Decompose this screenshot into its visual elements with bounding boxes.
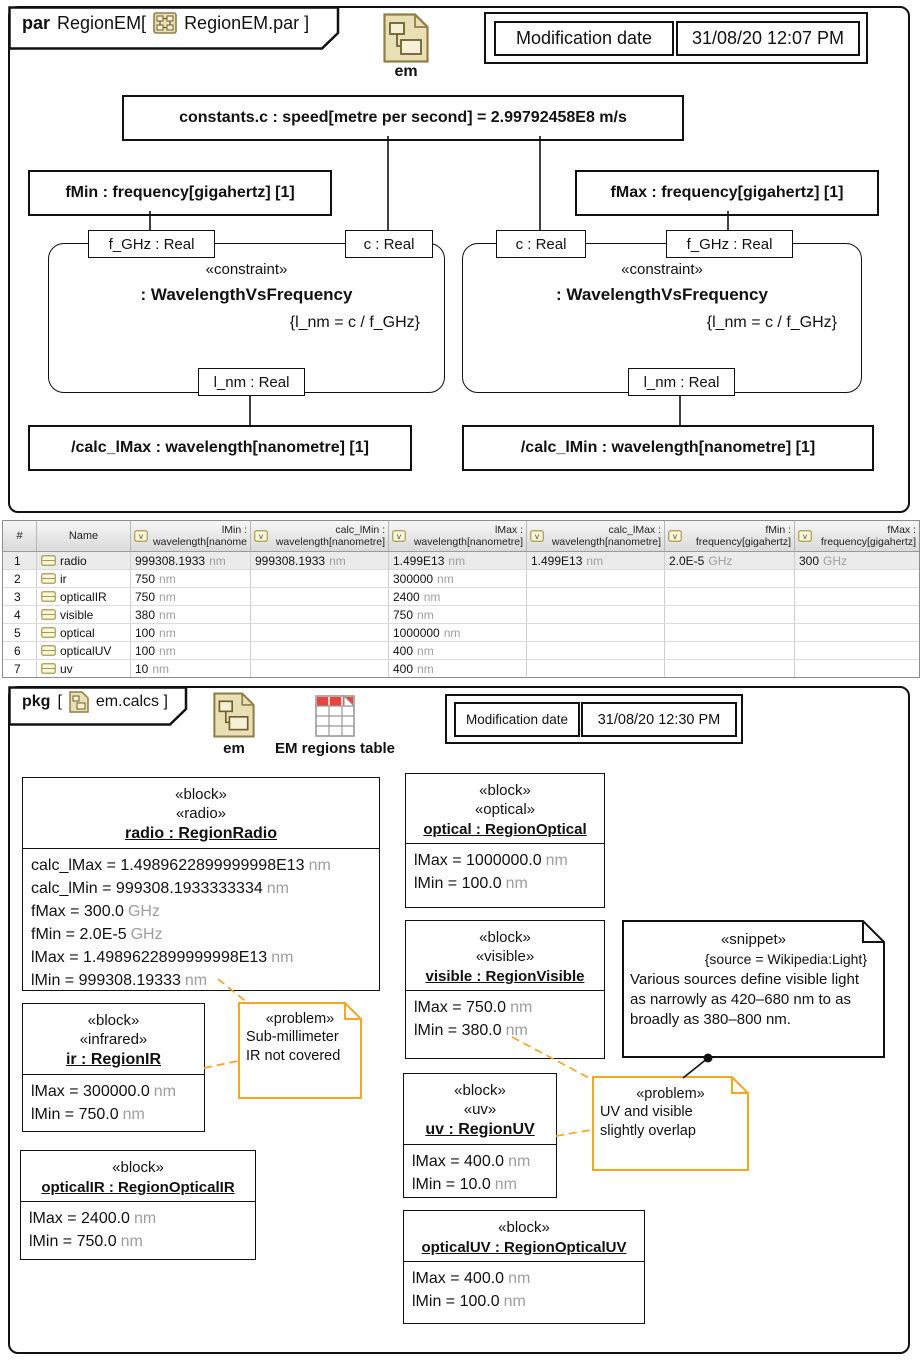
attribute: lMax = 1000000.0 nm: [414, 852, 568, 869]
row-number: 3: [3, 588, 37, 605]
problem-stereotype: «problem»: [265, 1011, 335, 1027]
snippet-source: {source = Wikipedia:Light}: [704, 951, 867, 967]
table-row[interactable]: [3, 641, 919, 659]
row-cell: 1.499E13 nm: [389, 552, 527, 569]
row-cell: [795, 588, 919, 605]
header-calc-lmin[interactable]: v calc_lMin : wavelength[nanometre]: [251, 521, 389, 551]
table-row[interactable]: [3, 623, 919, 641]
problem-text: Sub-millimeter IR not covered: [246, 1029, 341, 1064]
row-cell: [795, 570, 919, 587]
svg-text:v: v: [672, 531, 678, 541]
header-name[interactable]: Name: [37, 521, 131, 551]
row-cell: [665, 660, 795, 677]
block-name: radio : RegionRadio: [125, 825, 277, 842]
block-uv[interactable]: [403, 1073, 557, 1198]
frame-title-suffix: RegionEM.par ]: [184, 12, 310, 33]
row-cell: [795, 624, 919, 641]
attribute: lMin = 750.0 nm: [31, 1106, 145, 1123]
stereotype: «block»: [454, 1082, 506, 1099]
stereotype: «infrared»: [79, 1031, 148, 1048]
value-property-icon: [134, 530, 148, 542]
table-row[interactable]: [3, 587, 919, 605]
part-property-icon: [41, 555, 56, 566]
stereotype: «block»: [479, 782, 531, 799]
row-cell: 2.0E-5 GHz: [665, 552, 795, 569]
header-number[interactable]: #: [3, 521, 37, 551]
part-property-icon: [41, 627, 56, 638]
row-name: uv: [37, 660, 131, 677]
value-property-icon: [798, 530, 812, 542]
stereotype: «visible»: [475, 948, 535, 965]
fmin-parameter-box[interactable]: fMin : frequency[gigahertz] [1]: [28, 170, 332, 216]
table-row[interactable]: [3, 569, 919, 587]
attribute: lMax = 1.4989622899999998E13 nm: [31, 949, 294, 966]
header-fmax[interactable]: v fMax : frequency[gigahertz]: [795, 521, 919, 551]
em-icon-label: em: [394, 63, 418, 80]
attribute: lMin = 100.0 nm: [412, 1293, 526, 1310]
row-cell: 999308.1933 nm: [131, 552, 251, 569]
row-number: 5: [3, 624, 37, 641]
block-visible[interactable]: [405, 920, 605, 1059]
frame-title: [: [57, 693, 62, 710]
row-cell: [527, 588, 665, 605]
row-cell: [527, 570, 665, 587]
row-cell: 750 nm: [131, 588, 251, 605]
attribute: lMin = 100.0 nm: [414, 875, 528, 892]
svg-text:v: v: [534, 531, 540, 541]
frame-kind-label: pkg: [22, 693, 51, 710]
row-cell: [527, 660, 665, 677]
constraint-equation: {l_nm = c / f_GHz}: [289, 314, 420, 331]
part-property-icon: [41, 591, 56, 602]
par-frame-tab[interactable]: [8, 6, 340, 50]
row-number: 2: [3, 570, 37, 587]
package-file-icon: [69, 691, 89, 713]
calc-lmin-box[interactable]: /calc_lMin : wavelength[nanometre] [1]: [462, 425, 874, 471]
row-cell: 750 nm: [389, 606, 527, 623]
stereotype: «optical»: [474, 801, 536, 818]
row-cell: [251, 606, 389, 623]
attribute: lMin = 380.0 nm: [414, 1022, 528, 1039]
table-header-row: [3, 521, 919, 552]
constants-speed-box[interactable]: constants.c : speed[metre per second] = 2.99792458E8 m/s: [122, 95, 684, 141]
block-name: ir : RegionIR: [65, 1051, 162, 1068]
row-cell: [795, 606, 919, 623]
row-cell: [665, 588, 795, 605]
row-cell: [251, 588, 389, 605]
row-cell: 10 nm: [131, 660, 251, 677]
header-fmin[interactable]: v fMin : frequency[gigahertz]: [665, 521, 795, 551]
port-l-nm-left[interactable]: l_nm : Real: [198, 368, 305, 396]
snippet-stereotype: «snippet»: [720, 931, 787, 948]
attribute: lMax = 400.0 nm: [412, 1270, 531, 1287]
value-property-icon: [254, 530, 268, 542]
row-cell: [527, 606, 665, 623]
port-f-ghz-left[interactable]: f_GHz : Real: [88, 230, 215, 258]
value-property-icon: [668, 530, 682, 542]
problem-note-uv[interactable]: [592, 1076, 749, 1171]
row-cell: 2400 nm: [389, 588, 527, 605]
frame-kind-label: par: [22, 12, 51, 33]
row-cell: 100 nm: [131, 624, 251, 641]
row-number: 4: [3, 606, 37, 623]
problem-stereotype: «problem»: [636, 1086, 705, 1102]
fmax-parameter-box[interactable]: fMax : frequency[gigahertz] [1]: [575, 170, 879, 216]
attribute: lMin = 10.0 nm: [412, 1176, 517, 1193]
stereotype: «block»: [175, 786, 227, 803]
problem-note-ir[interactable]: [238, 1002, 362, 1099]
em-regions-table-icon[interactable]: [315, 693, 355, 737]
header-lmax[interactable]: v lMax : wavelength[nanometre]: [389, 521, 527, 551]
constraint-name: : WavelengthVsFrequency: [556, 285, 768, 304]
row-cell: 1000000 nm: [389, 624, 527, 641]
stereotype: «block»: [112, 1159, 164, 1176]
em-regions-table-body: [3, 552, 919, 677]
stereotype: «block»: [479, 929, 531, 946]
row-cell: [665, 642, 795, 659]
parametric-diagram-icon: [153, 12, 177, 34]
block-name: optical : RegionOptical: [423, 821, 587, 838]
problem-text: UV and visible slightly overlap: [600, 1104, 696, 1139]
constraint-stereotype: «constraint»: [205, 261, 288, 278]
attribute: fMin = 2.0E-5 GHz: [31, 926, 163, 943]
row-cell: [665, 624, 795, 641]
row-cell: [527, 624, 665, 641]
row-cell: [251, 570, 389, 587]
row-cell: 300 GHz: [799, 553, 848, 568]
part-property-icon: [41, 663, 56, 674]
row-cell: 400 nm: [389, 642, 527, 659]
row-cell: [665, 606, 795, 623]
constraint-equation: {l_nm = c / f_GHz}: [706, 314, 837, 331]
row-name: radio: [37, 552, 131, 569]
part-property-icon: [41, 609, 56, 620]
pkg-frame-tab[interactable]: [8, 686, 188, 726]
constraint-stereotype: «constraint»: [621, 261, 703, 278]
block-optical-ir[interactable]: [20, 1150, 256, 1260]
snippet-note[interactable]: [622, 920, 885, 1058]
svg-text:v: v: [258, 531, 264, 541]
row-cell: 100 nm: [131, 642, 251, 659]
attribute: lMax = 750.0 nm: [414, 999, 533, 1016]
attribute: lMin = 750.0 nm: [29, 1233, 143, 1250]
modification-date-label: Modification date: [494, 21, 674, 56]
modification-date-label: Modification date: [454, 702, 580, 737]
modification-date-value: 31/08/20 12:30 PM: [581, 702, 737, 737]
value-property-icon: [530, 530, 544, 542]
attribute: lMin = 999308.19333 nm: [31, 972, 208, 989]
frame-title: RegionEM[: [57, 12, 147, 33]
block-name: uv : RegionUV: [425, 1121, 535, 1138]
stereotype: «uv»: [463, 1101, 497, 1118]
row-number: 6: [3, 642, 37, 659]
table-row[interactable]: [3, 659, 919, 677]
row-name: opticalUV: [37, 642, 131, 659]
block-name: opticalIR : RegionOpticalIR: [41, 1179, 235, 1196]
row-cell: 400 nm: [389, 660, 527, 677]
row-cell: 380 nm: [131, 606, 251, 623]
block-optical-uv[interactable]: [403, 1210, 645, 1324]
block-name: opticalUV : RegionOpticalUV: [421, 1239, 627, 1256]
em-package-icon[interactable]: [213, 692, 255, 738]
table-icon-label: EM regions table: [274, 740, 396, 757]
block-ir[interactable]: [22, 1003, 205, 1132]
stereotype: «block»: [87, 1012, 140, 1029]
stereotype: «block»: [498, 1219, 550, 1236]
port-c-left[interactable]: c : Real: [345, 230, 433, 258]
value-property-icon: [392, 530, 406, 542]
block-optical[interactable]: [405, 773, 605, 908]
attribute: lMax = 300000.0 nm: [31, 1083, 176, 1100]
header-calc-lmax[interactable]: v calc_lMax : wavelength[nanometre]: [527, 521, 665, 551]
calc-lmax-box[interactable]: /calc_lMax : wavelength[nanometre] [1]: [28, 425, 412, 471]
snippet-text: Various sources define visible light as narrowly as 420–680 nm to as broadly as 380–800 nm.: [630, 971, 860, 1028]
row-cell: [527, 642, 665, 659]
row-cell: 300000 nm: [389, 570, 527, 587]
row-number: 1: [3, 552, 37, 569]
table-row[interactable]: [3, 552, 919, 569]
header-lmin[interactable]: v lMin : wavelength[nanome: [131, 521, 251, 551]
row-name: optical: [37, 624, 131, 641]
row-cell: [251, 624, 389, 641]
em-regions-table: [2, 520, 920, 678]
attribute: fMax = 300.0 GHz: [31, 903, 160, 920]
attribute: calc_lMin = 999308.1933333334 nm: [31, 880, 289, 897]
row-cell: [795, 642, 919, 659]
row-cell: 750 nm: [131, 570, 251, 587]
row-name: opticalIR: [37, 588, 131, 605]
attribute: lMax = 2400.0 nm: [29, 1210, 157, 1227]
svg-text:v: v: [802, 531, 808, 541]
part-property-icon: [41, 573, 56, 584]
row-cell: 1.499E13 nm: [527, 552, 665, 569]
attribute: calc_lMax = 1.4989622899999998E13 nm: [31, 857, 331, 874]
modification-date-value: 31/08/20 12:07 PM: [676, 21, 860, 56]
modification-date-group: [484, 12, 868, 64]
port-f-ghz-right[interactable]: f_GHz : Real: [666, 230, 793, 258]
stereotype: «radio»: [175, 805, 227, 822]
row-cell: 999308.1933 nm: [251, 552, 389, 569]
table-row[interactable]: [3, 605, 919, 623]
row-cell: [251, 660, 389, 677]
row-cell: [251, 642, 389, 659]
em-package-icon[interactable]: [383, 13, 429, 63]
row-number: 7: [3, 660, 37, 677]
row-name: visible: [37, 606, 131, 623]
row-cell: [665, 570, 795, 587]
modification-date-group: [445, 694, 743, 744]
port-l-nm-right[interactable]: l_nm : Real: [628, 368, 735, 396]
block-radio[interactable]: [22, 777, 380, 991]
svg-text:v: v: [138, 531, 144, 541]
row-cell: [795, 660, 919, 677]
constraint-name: : WavelengthVsFrequency: [140, 285, 353, 304]
svg-text:v: v: [396, 531, 402, 541]
block-name: visible : RegionVisible: [425, 968, 585, 985]
em-icon-label: em: [223, 740, 245, 757]
row-name: ir: [37, 570, 131, 587]
attribute: lMax = 400.0 nm: [412, 1153, 531, 1170]
port-c-right[interactable]: c : Real: [496, 230, 586, 258]
frame-title-suffix: em.calcs ]: [95, 693, 168, 710]
part-property-icon: [41, 645, 56, 656]
